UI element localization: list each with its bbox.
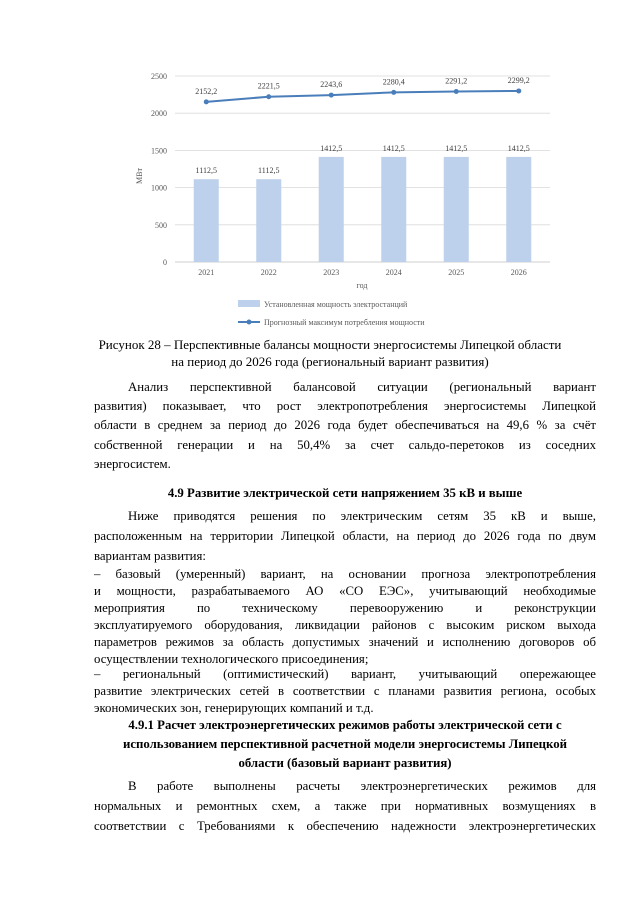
x-axis-ticks [198, 268, 527, 277]
heading-line: использованием перспективной расчетной модели энергосистемы Липецкой [122, 737, 568, 751]
legend [238, 300, 425, 327]
y-tick-label: 500 [155, 220, 167, 230]
text-line: – базовый (умеренный) вариант, на основании прогноза электропотребления [94, 567, 596, 581]
text-line: эксплуатируемого оборудования, ликвидации районов с высоким риском выхода [94, 618, 596, 632]
x-tick-label: 2024 [385, 268, 402, 277]
line-point [329, 93, 334, 98]
text-line: В работе выполнены расчеты электроэнергетических режимов для [128, 779, 596, 793]
text-line: экономических зон, генерирующих компаний и т.д. [94, 701, 374, 715]
text-line: развития) показывает, что рост электропотребления энергосистемы Липецкой [94, 399, 596, 414]
y-tick-label: 2500 [151, 72, 167, 81]
line-path [206, 91, 519, 102]
y-tick-label: 2000 [151, 109, 167, 119]
y-tick-label: 0 [163, 258, 167, 267]
y-tick-label: 1000 [151, 183, 167, 193]
text-line: параметров режимов за область допустимых значений и исполнению договоров об [94, 635, 596, 649]
bar [506, 157, 531, 262]
bar [444, 157, 469, 262]
caption-line-2: на период до 2026 года (региональный вариант развития) [171, 354, 489, 369]
line-point [516, 88, 521, 93]
heading-line: области (базовый вариант развития) [238, 756, 452, 770]
bar-value-label: 1412,5 [320, 143, 343, 153]
bar [194, 179, 219, 262]
bar-value-label: 1412,5 [445, 143, 468, 153]
text-line: и мощности, разрабатываемого АО «СО ЕЭС», учитывающий необходимые [94, 584, 596, 598]
legend-line-label: Прогнозный максимум потребления мощности [264, 318, 425, 327]
line-point [454, 89, 459, 94]
x-tick-label: 2025 [448, 268, 465, 277]
y-axis-label: МВт [135, 168, 144, 184]
text-line: осуществлении технологического присоединения; [94, 652, 369, 666]
x-tick-label: 2023 [323, 268, 340, 277]
x-tick-label: 2022 [260, 268, 277, 277]
bar [381, 157, 406, 262]
list-item-base-variant [94, 566, 596, 668]
text-line: области в среднем за период до 2026 года будет обеспечиваться на 49,6 % за счёт [94, 418, 596, 433]
line-value-label: 2152,2 [195, 86, 218, 96]
line-value-label: 2280,4 [382, 77, 405, 87]
line-value-label: 2291,2 [445, 76, 468, 86]
legend-bar-swatch [238, 300, 260, 307]
paragraph-intro [94, 506, 596, 566]
heading-line: 4.9.1 Расчет электроэнергетических режимов работы электрической сети с [128, 718, 562, 732]
figure-caption [80, 336, 580, 370]
line-value-label: 2221,5 [257, 81, 280, 91]
caption-line-1: Рисунок 28 – Перспективные балансы мощности энергосистемы Липецкой области [98, 337, 562, 352]
x-axis-label: год [356, 281, 368, 290]
paragraph-analysis [94, 378, 596, 474]
bar-value-label: 1112,5 [258, 166, 280, 176]
text-line: расположенным на территории Липецкой области, на период до 2026 года по двум [94, 529, 596, 543]
bar-value-label: 1112,5 [195, 166, 217, 176]
bar-value-label: 1412,5 [507, 143, 530, 153]
list-item-regional-variant [94, 666, 596, 717]
line-point [391, 90, 396, 95]
line-point [204, 99, 209, 104]
text-line: энергосистем. [94, 456, 171, 471]
text-line: собственной генерации и на 50,4% за счет сальдо-перетоков из соседних [94, 437, 596, 452]
section-heading-4-9: 4.9 Развитие электрической сети напряжением 35 кВ и выше [167, 486, 523, 500]
bar-value-label: 1412,5 [382, 143, 405, 153]
bar-value-labels [196, 144, 530, 175]
bar-series [194, 157, 532, 262]
legend-bar-label: Установленная мощность электростанций [264, 300, 408, 309]
x-tick-label: 2021 [198, 268, 215, 277]
line-series [204, 88, 522, 104]
text-line: развитие электрических сетей в соответствии с планами развития региона, особых [94, 684, 596, 698]
x-tick-label: 2026 [510, 268, 527, 277]
line-value-label: 2243,6 [320, 80, 343, 90]
section-heading-4-9-1 [94, 716, 596, 773]
text-line: Ниже приводятся решения по электрическим сетям 35 кВ и выше, [128, 509, 596, 523]
bar [256, 179, 281, 262]
paragraph-calculations [94, 776, 596, 836]
text-line: соответствии с Требованиями к обеспечению надежности электроэнергетических [94, 819, 596, 833]
bar [319, 157, 344, 262]
y-axis-ticks [151, 72, 167, 267]
y-tick-label: 1500 [151, 146, 167, 156]
text-line: нормальных и ремонтных схем, а также при нормативных возмущениях в [94, 799, 596, 813]
text-line: – региональный (оптимистический) вариант, учитывающий опережающее [94, 667, 596, 681]
line-point [266, 94, 271, 99]
legend-line-marker [247, 320, 252, 325]
text-line: Анализ перспективной балансовой ситуации (региональный вариант [128, 380, 596, 394]
power-balance-chart [110, 60, 550, 330]
chart-gridlines [175, 76, 550, 262]
text-line: мероприятия по техническому перевооружению и реконструкции [94, 601, 596, 615]
text-line: вариантам развития: [94, 549, 206, 563]
line-value-label: 2299,2 [507, 75, 530, 85]
